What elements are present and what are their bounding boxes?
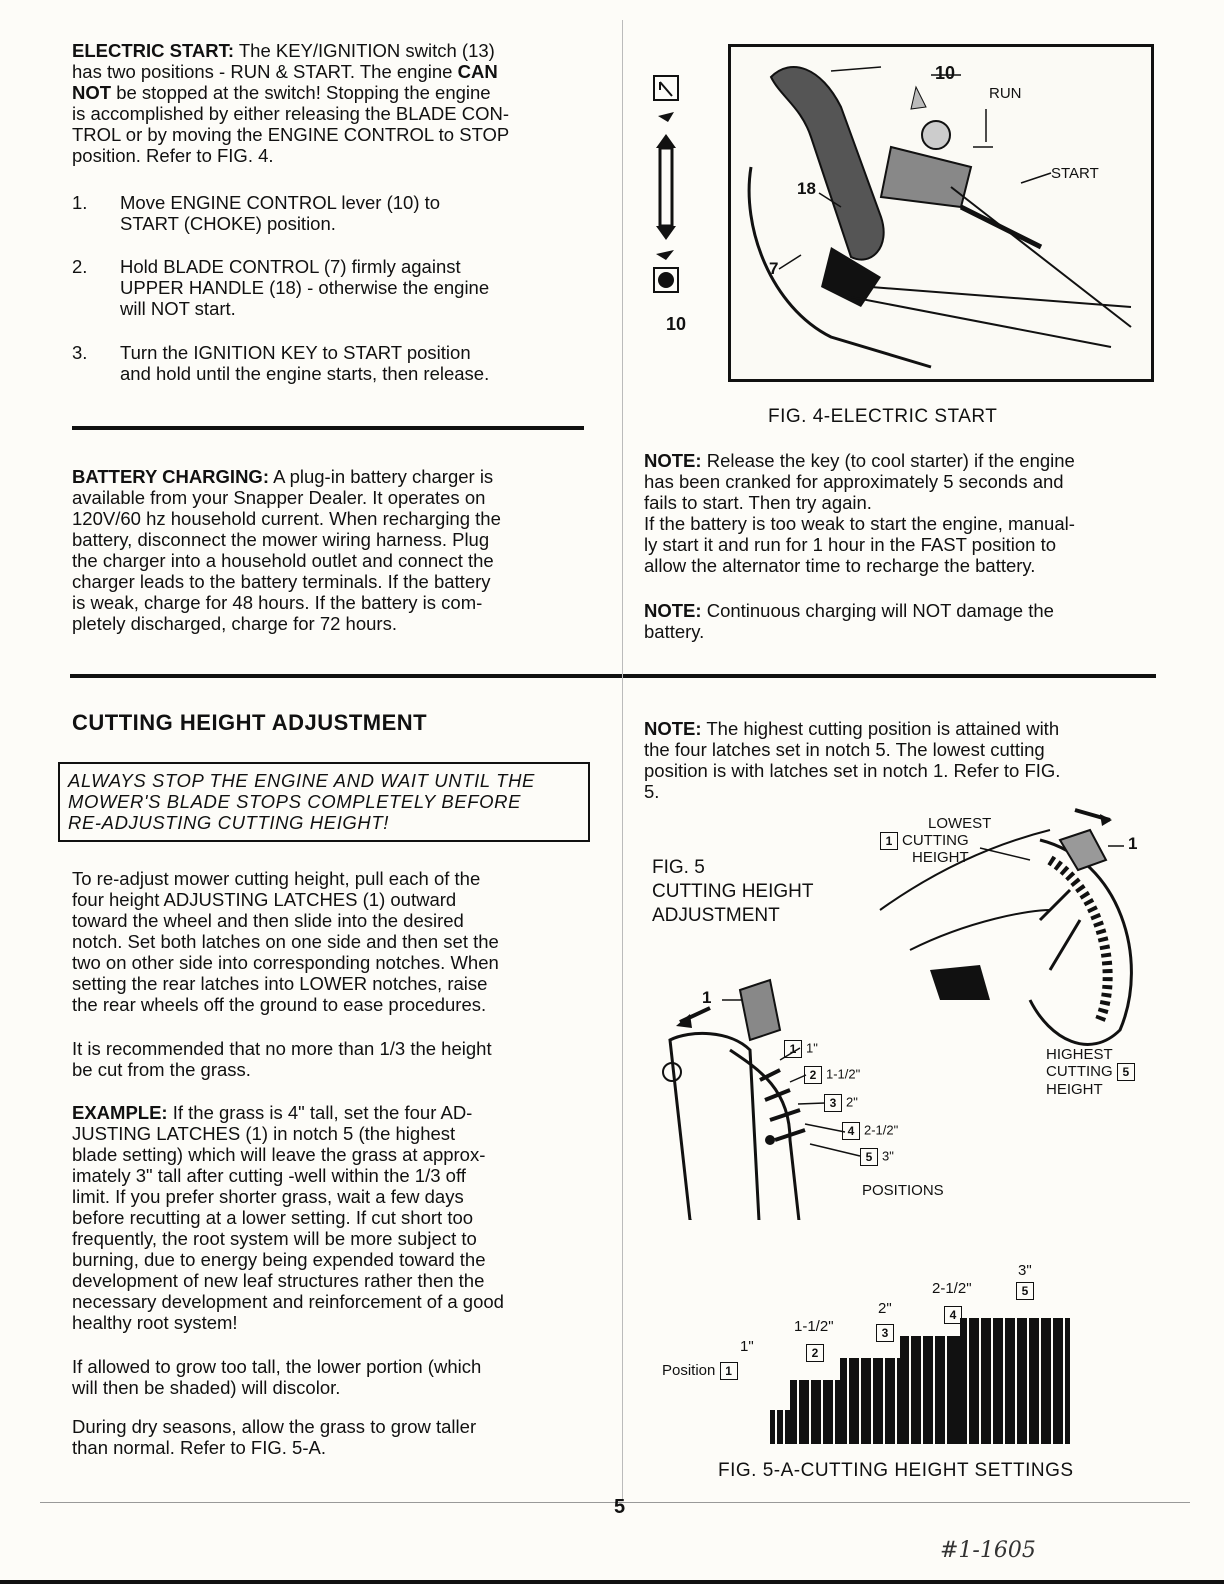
note-text: has been cranked for approximately 5 seconds and <box>644 471 1064 492</box>
fig5a-caption: FIG. 5-A-CUTTING HEIGHT SETTINGS <box>718 1460 1074 1481</box>
note-text: If the battery is too weak to start the engine, manual- <box>644 513 1075 534</box>
note-text: position is with latches set in notch 1. Refer to FIG. <box>644 760 1061 781</box>
note-text: battery. <box>644 621 705 642</box>
note-text: fails to start. Then try again. <box>644 492 872 513</box>
fig5a-position-1 <box>662 1362 742 1380</box>
mower-handle-drawing <box>731 47 1151 379</box>
body-text: necessary development and reinforcement of a good <box>72 1291 504 1312</box>
note-lead: NOTE: <box>644 450 702 471</box>
page-divider <box>70 674 1156 678</box>
electric-start-section <box>72 40 592 166</box>
position-box: 5 <box>1016 1282 1034 1300</box>
body-text: before recutting at a lower setting. If cut short too <box>72 1207 474 1228</box>
position-label: 1" <box>806 1040 818 1056</box>
engine-control-icons <box>650 72 700 342</box>
position-box: 3 <box>876 1324 894 1342</box>
cutting-height-heading: CUTTING HEIGHT ADJUSTMENT <box>72 710 428 735</box>
body-text: If the grass is 4" tall, set the four AD- <box>172 1102 473 1123</box>
page-number: 5 <box>614 1496 626 1518</box>
fig4-label-start: START <box>1051 165 1099 182</box>
fig5-title-line: ADJUSTMENT <box>652 905 780 926</box>
example-paragraph <box>72 1102 592 1333</box>
body-text: toward the wheel and then slide into the desired <box>72 910 464 931</box>
fig4-label-10: 10 <box>935 63 956 83</box>
note-text: Release the key (to cool starter) if the engine <box>706 450 1075 471</box>
fig5a-height-label: 2-1/2" <box>932 1280 972 1297</box>
highest-label-line: HEIGHT <box>1046 1081 1103 1099</box>
position-box: 1 <box>880 832 898 850</box>
position-box: 2 <box>806 1344 824 1362</box>
fig5-position-4 <box>842 1122 898 1140</box>
position-box: 4 <box>842 1122 860 1140</box>
note-continuous-charging <box>644 600 1156 642</box>
step-text: UPPER HANDLE (18) - otherwise the engine <box>120 277 490 298</box>
body-text: four height ADJUSTING LATCHES (1) outward <box>72 889 457 910</box>
battery-text: is weak, charge for 48 hours. If the battery is com- <box>72 592 483 613</box>
note-text: the four latches set in notch 5. The lowest cutting <box>644 739 1045 760</box>
position-box: 3 <box>824 1094 842 1112</box>
note-text: 5. <box>644 781 660 802</box>
step-number: 2. <box>72 256 88 277</box>
fig5-title-line: FIG. 5 <box>652 857 705 878</box>
electric-start-text: The KEY/IGNITION switch (13) <box>238 40 495 61</box>
electric-start-text: position. Refer to FIG. 4. <box>72 145 274 166</box>
column-divider <box>622 20 623 1500</box>
note-release-key <box>644 450 1156 576</box>
body-text: notch. Set both latches on one side and then set the <box>72 931 499 952</box>
battery-text: the charger into a household outlet and connect the <box>72 550 494 571</box>
body-text: be cut from the grass. <box>72 1059 251 1080</box>
body-text: imately 3" tall after cutting -well within the 1/3 off <box>72 1165 466 1186</box>
step-text: Hold BLADE CONTROL (7) firmly against <box>120 256 461 277</box>
battery-text: 120V/60 hz household current. When recharging the <box>72 508 501 529</box>
body-text: frequently, the root system will be more subject to <box>72 1228 477 1249</box>
position-box: 2 <box>804 1066 822 1084</box>
warning-box <box>58 762 590 842</box>
fig4-label-7: 7 <box>769 259 779 278</box>
positions-label: POSITIONS <box>862 1182 944 1199</box>
fig4-label-run: RUN <box>989 85 1022 102</box>
fig5a-position-3 <box>876 1324 898 1342</box>
battery-text: A plug-in battery charger is <box>273 466 494 487</box>
body-text: It is recommended that no more than 1/3 the height <box>72 1038 492 1059</box>
fig5a-height-label: 1-1/2" <box>794 1318 834 1335</box>
fig5a-height-label: 3" <box>1018 1262 1032 1279</box>
body-text: blade setting) which will leave the grass at approx- <box>72 1144 486 1165</box>
step-number: 1. <box>72 192 88 213</box>
electric-start-text: be stopped at the switch! Stopping the engine <box>116 82 491 103</box>
battery-text: available from your Snapper Dealer. It operates on <box>72 487 486 508</box>
warning-text: MOWER'S BLADE STOPS COMPLETELY BEFORE <box>68 791 522 812</box>
fig4-label-18: 18 <box>797 179 816 198</box>
battery-charging-section <box>72 466 592 634</box>
battery-text: pletely discharged, charge for 72 hours. <box>72 613 397 634</box>
note-text: ly start it and run for 1 hour in the FAST position to <box>644 534 1057 555</box>
lowest-cutting-height-label <box>885 815 992 866</box>
fig5-position-5 <box>860 1148 894 1166</box>
fig5-label-1-top: 1 <box>1128 834 1138 853</box>
fig5a-position-2 <box>806 1344 828 1362</box>
lowest-label-line: LOWEST <box>928 815 992 832</box>
fig5a-height-label: 2" <box>878 1300 892 1317</box>
position-box: 4 <box>944 1306 962 1324</box>
position-box: 1 <box>784 1040 802 1058</box>
cutting-instructions <box>72 868 592 1015</box>
fig5-label-1-bottom: 1 <box>702 988 712 1007</box>
position-box: 5 <box>1117 1063 1135 1081</box>
position-box: 5 <box>860 1148 878 1166</box>
body-text: the rear wheels off the ground to ease procedures. <box>72 994 487 1015</box>
emphasis-can: CAN <box>457 61 498 82</box>
body-text: JUSTING LATCHES (1) in notch 5 (the highest <box>72 1123 456 1144</box>
body-text: healthy root system! <box>72 1312 238 1333</box>
position-word: Position <box>662 1362 716 1379</box>
step-number: 3. <box>72 342 88 363</box>
note-text: Continuous charging will NOT damage the <box>706 600 1054 621</box>
step-text: will NOT start. <box>120 298 236 319</box>
scan-edge <box>0 1580 1224 1584</box>
note-lead: NOTE: <box>644 718 702 739</box>
dry-season-paragraph <box>72 1416 592 1458</box>
fig5a-height-label: 1" <box>740 1338 754 1355</box>
lowest-label-line: HEIGHT <box>912 849 969 866</box>
warning-text: RE-ADJUSTING CUTTING HEIGHT! <box>68 812 390 833</box>
body-text: To re-adjust mower cutting height, pull each of the <box>72 868 481 889</box>
example-lead: EXAMPLE: <box>72 1102 168 1123</box>
electric-start-line-3 <box>72 82 592 103</box>
too-tall-paragraph <box>72 1356 592 1398</box>
note-text: allow the alternator time to recharge the battery. <box>644 555 1036 576</box>
section-divider <box>72 426 584 430</box>
electric-start-text: TROL or by moving the ENGINE CONTROL to STOP <box>72 124 510 145</box>
body-text: two on other side into corresponding notches. When <box>72 952 499 973</box>
electric-start-line-1 <box>72 40 592 61</box>
step-text: Move ENGINE CONTROL lever (10) to <box>120 192 441 213</box>
body-text: If allowed to grow too tall, the lower portion (which <box>72 1356 482 1377</box>
electric-start-line-2 <box>72 61 592 82</box>
recommendation <box>72 1038 592 1080</box>
position-label: 1-1/2" <box>826 1066 861 1082</box>
fig4-caption: FIG. 4-ELECTRIC START <box>768 406 998 427</box>
highest-label-line: HIGHEST <box>1046 1046 1113 1063</box>
fig5a-position-5 <box>1016 1282 1038 1300</box>
body-text: than normal. Refer to FIG. 5-A. <box>72 1437 326 1458</box>
note-lead: NOTE: <box>644 600 702 621</box>
warning-text: ALWAYS STOP THE ENGINE AND WAIT UNTIL THE <box>68 770 535 791</box>
body-text: will then be shaded) will discolor. <box>72 1377 341 1398</box>
step-text: Turn the IGNITION KEY to START position <box>120 342 471 363</box>
step-text: and hold until the engine starts, then release. <box>120 363 490 384</box>
position-box: 1 <box>720 1362 738 1380</box>
lowest-label-line: CUTTING <box>902 831 969 849</box>
handwritten-note: #1-1605 <box>940 1538 1036 1563</box>
fig4-illustration <box>728 44 1154 382</box>
position-label: 2" <box>846 1094 858 1110</box>
emphasis-not: NOT <box>72 82 112 103</box>
position-label: 3" <box>882 1148 894 1164</box>
electric-start-text: has two positions - RUN & START. The engine <box>72 61 453 82</box>
fig5-position-2 <box>804 1066 860 1084</box>
battery-text: charger leads to the battery terminals. If the battery <box>72 571 491 592</box>
note-text: The highest cutting position is attained with <box>706 718 1060 739</box>
electric-start-text: is accomplished by either releasing the BLADE CON- <box>72 103 509 124</box>
fig5-position-3 <box>824 1094 858 1112</box>
electric-start-lead: ELECTRIC START: <box>72 40 235 61</box>
body-text: setting the rear latches into LOWER notches, raise <box>72 973 488 994</box>
fig5-drawing <box>650 800 1150 1220</box>
body-text: limit. If you prefer shorter grass, wait a few days <box>72 1186 464 1207</box>
body-text: During dry seasons, allow the grass to grow taller <box>72 1416 477 1437</box>
engine-control-strip <box>650 72 700 342</box>
body-text: development of new leaf structures rather then the <box>72 1270 485 1291</box>
fig4-control-label: 10 <box>666 314 687 334</box>
battery-text: battery, disconnect the mower wiring harness. Plug <box>72 529 490 550</box>
highest-label-line: CUTTING <box>1046 1063 1113 1080</box>
battery-lead: BATTERY CHARGING: <box>72 466 269 487</box>
fig5-title-line: CUTTING HEIGHT <box>652 881 814 902</box>
note-cutting-position <box>644 718 1156 802</box>
fig5a-position-4 <box>944 1306 966 1324</box>
step-text: START (CHOKE) position. <box>120 213 336 234</box>
position-label: 2-1/2" <box>864 1122 899 1138</box>
fig5-position-1 <box>784 1040 818 1058</box>
highest-cutting-height-label <box>1046 1046 1139 1098</box>
body-text: burning, due to energy being expended toward the <box>72 1249 486 1270</box>
